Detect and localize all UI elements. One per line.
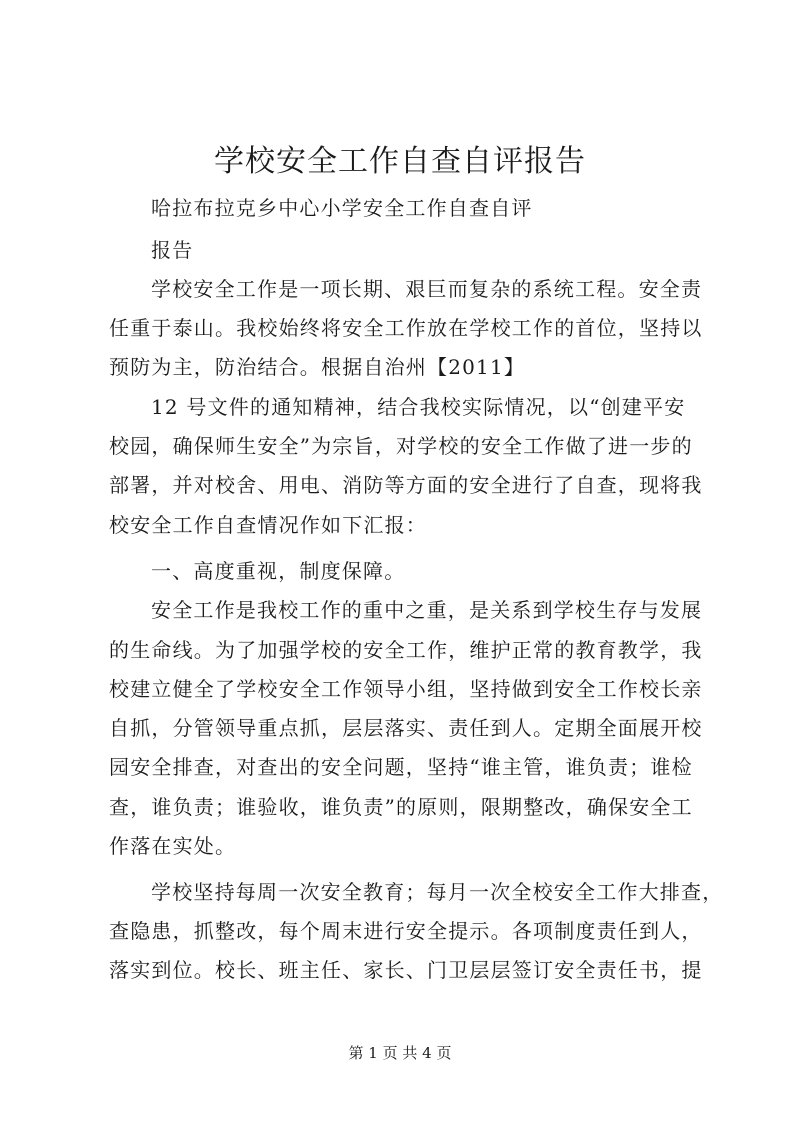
- text-line: 落实到位。校长、班主任、家长、门卫层层签订安全责任书，提: [109, 958, 703, 982]
- text-line: 校安全工作自查情况作如下汇报：: [109, 513, 427, 537]
- text-line: 的生命线。为了加强学校的安全工作，维护正常的教育教学，我: [109, 638, 703, 662]
- text-line: 部署，并对校舍、用电、消防等方面的安全进行了自查，现将我: [109, 473, 703, 497]
- text-line: 安全工作是我校工作的重中之重，是关系到学校生存与发展: [151, 598, 703, 622]
- text-line: 学校安全工作是一项长期、艰巨而复杂的系统工程。安全责: [151, 277, 703, 301]
- text-line: 作落在实处。: [109, 834, 237, 858]
- text-line: 校建立健全了学校安全工作领导小组，坚持做到安全工作校长亲: [109, 677, 703, 701]
- page-number-footer: 第 1 页 共 4 页: [348, 1044, 452, 1062]
- text-line: 报告: [151, 238, 194, 262]
- text-line: 自抓，分管领导重点抓，层层落实、责任到人。定期全面展开校: [109, 716, 703, 740]
- document-title: 学校安全工作自查自评报告: [214, 144, 586, 179]
- text-line: 学校坚持每周一次安全教育；每月一次全校安全工作大排查，: [151, 880, 724, 904]
- text-line: 12 号文件的通知精神，结合我校实际情况，以“创建平安: [151, 395, 686, 419]
- text-line: 任重于泰山。我校始终将安全工作放在学校工作的首位，坚持以: [109, 316, 703, 340]
- text-line: 查，谁负责；谁验收，谁负责”的原则，限期整改，确保安全工: [109, 795, 693, 819]
- text-line: 校园，确保师生安全”为宗旨，对学校的安全工作做了进一步的: [109, 434, 693, 458]
- text-line: 预防为主，防治结合。根据自治州【2011】: [109, 355, 526, 379]
- text-line: 哈拉布拉克乡中心小学安全工作自查自评: [151, 196, 533, 220]
- text-line: 查隐患，抓整改，每个周末进行安全提示。各项制度责任到人，: [109, 919, 703, 943]
- text-line: 园安全排查，对查出的安全问题，坚持“谁主管，谁负责；谁检: [109, 755, 693, 779]
- section-heading: 一、高度重视，制度保障。: [151, 559, 406, 583]
